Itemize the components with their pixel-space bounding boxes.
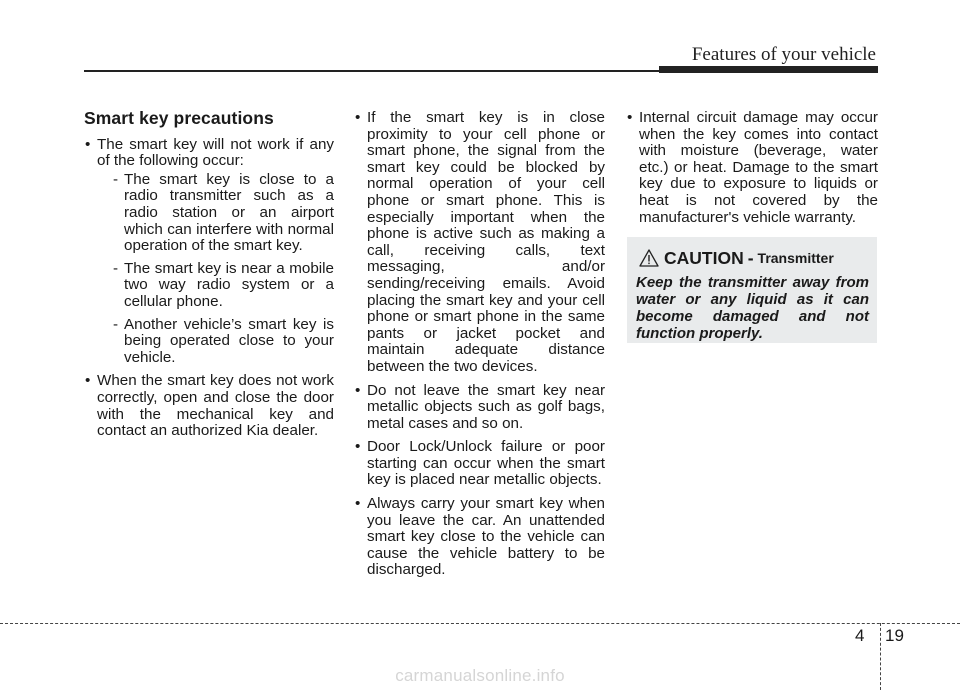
caution-subject: Transmitter bbox=[757, 250, 834, 266]
column-3 bbox=[626, 110, 878, 233]
column-1 bbox=[84, 110, 334, 447]
list-item: • Do not leave the smart key near metallic objects such as golf bags, metal cases and so on. bbox=[354, 383, 605, 433]
caution-separator: - bbox=[747, 247, 754, 268]
bullet-list bbox=[354, 110, 605, 579]
caution-heading bbox=[636, 247, 869, 269]
list-item: • When the smart key does not work correctly, open and close the door with the mechanical key and contact an authorized Kia dealer. bbox=[84, 373, 334, 439]
caution-box bbox=[627, 237, 877, 343]
bullet-list bbox=[84, 137, 334, 440]
list-item: • If the smart key is in close proximity to your cell phone or smart phone, the signal from the smart key could be blocked by normal operation of your cell phone or smart phone. This is especially important when the phone is active such as making a call, receiving calls, text messaging, and/or sending/receiving emails. Avoid placing the smart key and your cell phone or smart phone in the same pants or jacket pocket and maintain adequate distance between the two devices. bbox=[354, 110, 605, 376]
list-item: • Always carry your smart key when you leave the car. An unattended smart key close to the vehicle can cause the vehicle battery to be discharged. bbox=[354, 496, 605, 579]
header-rule bbox=[84, 70, 659, 72]
footer-rule bbox=[0, 623, 960, 624]
list-item bbox=[84, 137, 334, 367]
warning-triangle-icon bbox=[639, 249, 659, 267]
bullet-list bbox=[626, 110, 878, 226]
header-rule-accent bbox=[659, 66, 878, 73]
bullet-text: The smart key will not work if any of the following occur: bbox=[97, 135, 334, 170]
dash-list bbox=[97, 172, 334, 367]
column-2 bbox=[354, 110, 605, 586]
header-title: Features of your vehicle bbox=[691, 44, 876, 65]
caution-text: Keep the transmitter away from water or any liquid as it can become damaged and not function properly. bbox=[636, 274, 869, 342]
chapter-number: 4 bbox=[855, 626, 865, 645]
watermark: carmanualsonline.info bbox=[395, 666, 565, 685]
dash-item: - The smart key is near a mobile two way radio system or a cellular phone. bbox=[113, 261, 334, 311]
section-title: Smart key precautions bbox=[84, 108, 274, 128]
dash-item: - Another vehicle’s smart key is being operated close to your vehicle. bbox=[113, 317, 334, 367]
caution-label: CAUTION bbox=[664, 247, 744, 268]
list-item: • Internal circuit damage may occur when the key comes into contact with moisture (beverage, water etc.) or heat. Damage to the smart key due to exposure to liquids or heat is not covered by the manufacturer's vehicle warranty. bbox=[626, 110, 878, 226]
dash-item: - The smart key is close to a radio transmitter such as a radio station or an airport which can interfere with normal operation of the smart key. bbox=[113, 172, 334, 255]
page-number: 19 bbox=[885, 626, 904, 645]
list-item: • Door Lock/Unlock failure or poor starting can occur when the smart key is placed near metallic objects. bbox=[354, 439, 605, 489]
